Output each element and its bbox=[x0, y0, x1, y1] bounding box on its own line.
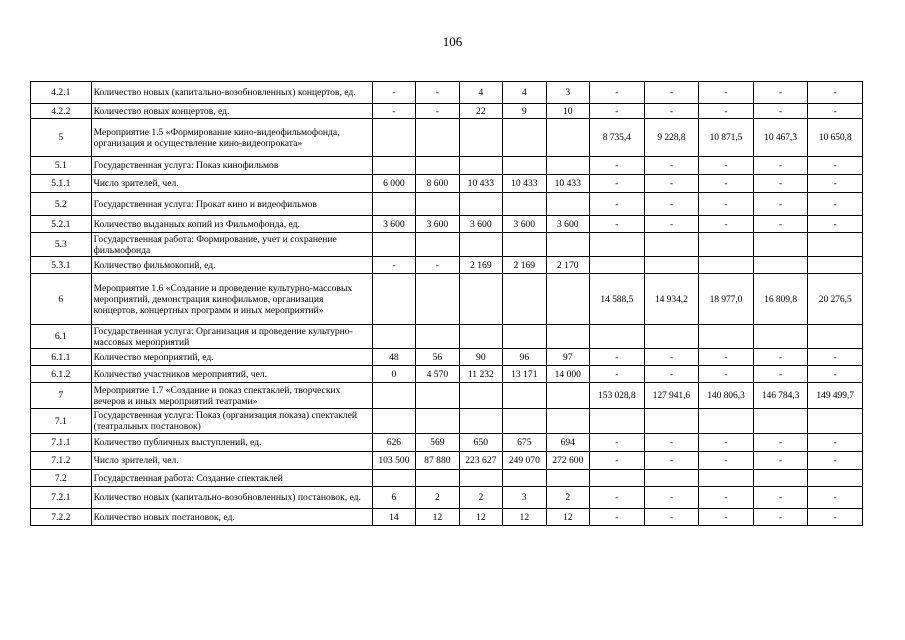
indicator-value-2: 3 600 bbox=[416, 216, 459, 233]
funding-value-6: - bbox=[590, 487, 645, 509]
indicator-value-3: 4 bbox=[459, 82, 502, 104]
indicator-value-1 bbox=[372, 325, 415, 349]
funding-value-8: - bbox=[699, 104, 754, 119]
funding-value-7: - bbox=[644, 349, 699, 366]
row-code: 7 bbox=[31, 383, 92, 409]
funding-value-9: - bbox=[753, 175, 808, 193]
funding-value-9: - bbox=[753, 104, 808, 119]
indicator-value-1: - bbox=[372, 257, 415, 274]
funding-value-7 bbox=[644, 470, 699, 487]
funding-value-8: - bbox=[699, 487, 754, 509]
table-row bbox=[31, 366, 863, 383]
row-name: Государственная услуга: Организация и проведение культурно-массовых мероприятий bbox=[91, 325, 372, 349]
indicator-value-4: 13 171 bbox=[503, 366, 546, 383]
indicator-value-2 bbox=[416, 274, 459, 325]
indicator-value-1: 3 600 bbox=[372, 216, 415, 233]
indicator-value-4: 675 bbox=[503, 434, 546, 452]
indicator-value-4: 249 070 bbox=[503, 452, 546, 470]
page-number: 106 bbox=[442, 34, 463, 49]
indicator-value-1 bbox=[372, 409, 415, 434]
indicator-value-1: - bbox=[372, 82, 415, 104]
indicator-value-3: 90 bbox=[459, 349, 502, 366]
funding-value-8: - bbox=[699, 216, 754, 233]
indicator-value-2: 2 bbox=[416, 487, 459, 509]
funding-value-10: - bbox=[808, 452, 863, 470]
indicator-value-1 bbox=[372, 383, 415, 409]
row-name: Число зрителей, чел. bbox=[91, 175, 372, 193]
indicator-value-2: 12 bbox=[416, 509, 459, 526]
table-row bbox=[31, 257, 863, 274]
funding-value-7: - bbox=[644, 216, 699, 233]
funding-value-10 bbox=[808, 257, 863, 274]
funding-value-10: - bbox=[808, 193, 863, 216]
indicator-value-1 bbox=[372, 157, 415, 175]
funding-value-10: 20 276,5 bbox=[808, 274, 863, 325]
funding-value-8 bbox=[699, 325, 754, 349]
funding-value-6 bbox=[590, 470, 645, 487]
indicator-value-4: 12 bbox=[503, 509, 546, 526]
funding-value-7 bbox=[644, 233, 699, 257]
indicator-value-3: 22 bbox=[459, 104, 502, 119]
funding-value-6: - bbox=[590, 349, 645, 366]
indicator-value-2: - bbox=[416, 82, 459, 104]
funding-value-6: - bbox=[590, 366, 645, 383]
indicator-value-3: 12 bbox=[459, 509, 502, 526]
indicator-value-2: 8 600 bbox=[416, 175, 459, 193]
row-code: 6.1.1 bbox=[31, 349, 92, 366]
funding-value-9: - bbox=[753, 157, 808, 175]
funding-value-8: - bbox=[699, 82, 754, 104]
indicator-value-3: 223 627 bbox=[459, 452, 502, 470]
funding-value-6: - bbox=[590, 434, 645, 452]
indicator-value-1: - bbox=[372, 104, 415, 119]
table-row bbox=[31, 487, 863, 509]
indicator-value-2 bbox=[416, 157, 459, 175]
funding-value-9 bbox=[753, 409, 808, 434]
indicator-value-3 bbox=[459, 383, 502, 409]
funding-value-6: - bbox=[590, 216, 645, 233]
row-code: 7.2 bbox=[31, 470, 92, 487]
indicator-value-2 bbox=[416, 383, 459, 409]
funding-value-9: 146 784,3 bbox=[753, 383, 808, 409]
funding-value-9 bbox=[753, 325, 808, 349]
funding-value-9: - bbox=[753, 366, 808, 383]
funding-value-6: - bbox=[590, 509, 645, 526]
funding-value-6: - bbox=[590, 157, 645, 175]
funding-value-10: - bbox=[808, 434, 863, 452]
row-name: Государственная услуга: Показ кинофильмов bbox=[91, 157, 372, 175]
row-name: Государственная услуга: Показ (организация показа) спектаклей (театральных постановок) bbox=[91, 409, 372, 434]
funding-value-9: - bbox=[753, 216, 808, 233]
funding-value-8: 10 871,5 bbox=[699, 119, 754, 157]
indicator-value-2: 569 bbox=[416, 434, 459, 452]
row-code: 5 bbox=[31, 119, 92, 157]
indicator-value-3: 10 433 bbox=[459, 175, 502, 193]
indicator-value-3 bbox=[459, 119, 502, 157]
funding-value-7 bbox=[644, 409, 699, 434]
table-row bbox=[31, 274, 863, 325]
indicator-value-4 bbox=[503, 383, 546, 409]
indicator-value-5 bbox=[546, 325, 589, 349]
row-code: 7.1.2 bbox=[31, 452, 92, 470]
funding-value-8: - bbox=[699, 452, 754, 470]
row-code: 5.3.1 bbox=[31, 257, 92, 274]
row-name: Количество новых (капитально-возобновленных) концертов, ед. bbox=[91, 82, 372, 104]
row-code: 5.3 bbox=[31, 233, 92, 257]
indicator-value-5 bbox=[546, 409, 589, 434]
indicator-value-4: 96 bbox=[503, 349, 546, 366]
indicator-value-1: 6 bbox=[372, 487, 415, 509]
funding-value-10: - bbox=[808, 366, 863, 383]
funding-value-10: - bbox=[808, 487, 863, 509]
table-row bbox=[31, 157, 863, 175]
indicator-value-2 bbox=[416, 325, 459, 349]
indicator-value-3: 3 600 bbox=[459, 216, 502, 233]
funding-value-9: - bbox=[753, 349, 808, 366]
indicator-value-2 bbox=[416, 119, 459, 157]
indicator-value-4: 9 bbox=[503, 104, 546, 119]
indicator-value-5 bbox=[546, 470, 589, 487]
indicator-value-1 bbox=[372, 274, 415, 325]
indicator-value-3 bbox=[459, 233, 502, 257]
funding-value-10 bbox=[808, 325, 863, 349]
indicator-value-2: 87 880 bbox=[416, 452, 459, 470]
funding-value-6: 153 028,8 bbox=[590, 383, 645, 409]
indicator-value-4 bbox=[503, 119, 546, 157]
table-row bbox=[31, 193, 863, 216]
indicator-value-5: 694 bbox=[546, 434, 589, 452]
row-name: Количество новых (капитально-возобновленных) постановок, ед. bbox=[91, 487, 372, 509]
row-name: Мероприятие 1.6 «Создание и проведение культурно-массовых мероприятий, демонстрация кинофильмов, организация концертов, концертных программ и иных мероприятий» bbox=[91, 274, 372, 325]
indicator-value-4: 10 433 bbox=[503, 175, 546, 193]
funding-value-6 bbox=[590, 409, 645, 434]
indicator-value-5: 2 bbox=[546, 487, 589, 509]
table-row bbox=[31, 175, 863, 193]
funding-value-8 bbox=[699, 409, 754, 434]
funding-value-7: - bbox=[644, 487, 699, 509]
funding-value-8: - bbox=[699, 366, 754, 383]
indicator-value-4: 2 169 bbox=[503, 257, 546, 274]
funding-value-7 bbox=[644, 325, 699, 349]
indicator-value-3: 11 232 bbox=[459, 366, 502, 383]
indicator-value-3 bbox=[459, 157, 502, 175]
table-row bbox=[31, 434, 863, 452]
funding-value-10: 10 650,8 bbox=[808, 119, 863, 157]
funding-value-10: - bbox=[808, 82, 863, 104]
indicator-value-2 bbox=[416, 233, 459, 257]
indicator-value-5 bbox=[546, 233, 589, 257]
funding-value-8: 18 977,0 bbox=[699, 274, 754, 325]
indicator-value-5: 2 170 bbox=[546, 257, 589, 274]
table-row bbox=[31, 119, 863, 157]
indicator-value-5: 10 433 bbox=[546, 175, 589, 193]
row-code: 6 bbox=[31, 274, 92, 325]
funding-value-9 bbox=[753, 233, 808, 257]
funding-value-6 bbox=[590, 257, 645, 274]
indicator-value-2 bbox=[416, 409, 459, 434]
indicator-value-3 bbox=[459, 409, 502, 434]
indicator-value-3 bbox=[459, 470, 502, 487]
indicator-value-5 bbox=[546, 383, 589, 409]
funding-value-6: 14 588,5 bbox=[590, 274, 645, 325]
funding-value-9: 10 467,3 bbox=[753, 119, 808, 157]
funding-value-9: - bbox=[753, 82, 808, 104]
funding-value-6: - bbox=[590, 193, 645, 216]
indicator-value-4 bbox=[503, 274, 546, 325]
funding-value-10: - bbox=[808, 509, 863, 526]
funding-value-6: - bbox=[590, 452, 645, 470]
row-name: Мероприятие 1.5 «Формирование кино-видеофильмофонда, организация и осуществление кино-видеопроката» bbox=[91, 119, 372, 157]
row-code: 5.2.1 bbox=[31, 216, 92, 233]
row-name: Количество новых концертов, ед. bbox=[91, 104, 372, 119]
table-row bbox=[31, 82, 863, 104]
indicator-value-2: 4 570 bbox=[416, 366, 459, 383]
indicator-value-2: - bbox=[416, 257, 459, 274]
row-code: 5.1.1 bbox=[31, 175, 92, 193]
indicator-value-4 bbox=[503, 409, 546, 434]
table-row bbox=[31, 383, 863, 409]
funding-value-9: - bbox=[753, 434, 808, 452]
indicator-value-4 bbox=[503, 157, 546, 175]
table-row bbox=[31, 233, 863, 257]
indicator-value-1: 14 bbox=[372, 509, 415, 526]
indicator-value-2: - bbox=[416, 104, 459, 119]
indicator-value-4: 3 bbox=[503, 487, 546, 509]
row-code: 6.1 bbox=[31, 325, 92, 349]
funding-value-10 bbox=[808, 409, 863, 434]
indicator-value-1: 626 bbox=[372, 434, 415, 452]
funding-value-6: - bbox=[590, 82, 645, 104]
indicator-value-1: 103 500 bbox=[372, 452, 415, 470]
funding-value-7: - bbox=[644, 104, 699, 119]
table-row bbox=[31, 104, 863, 119]
funding-value-6 bbox=[590, 325, 645, 349]
funding-value-10: - bbox=[808, 349, 863, 366]
table-row bbox=[31, 325, 863, 349]
funding-value-10: - bbox=[808, 175, 863, 193]
indicator-value-3: 650 bbox=[459, 434, 502, 452]
indicator-value-3: 2 169 bbox=[459, 257, 502, 274]
funding-value-8: - bbox=[699, 175, 754, 193]
table-row bbox=[31, 349, 863, 366]
row-name: Количество участников мероприятий, чел. bbox=[91, 366, 372, 383]
funding-value-9: - bbox=[753, 509, 808, 526]
indicator-value-3 bbox=[459, 325, 502, 349]
funding-value-6: - bbox=[590, 175, 645, 193]
funding-value-7: - bbox=[644, 193, 699, 216]
row-code: 4.2.2 bbox=[31, 104, 92, 119]
row-code: 5.1 bbox=[31, 157, 92, 175]
indicator-value-4 bbox=[503, 470, 546, 487]
row-name: Число зрителей, чел. bbox=[91, 452, 372, 470]
funding-value-8 bbox=[699, 257, 754, 274]
funding-value-8: - bbox=[699, 509, 754, 526]
funding-value-8: - bbox=[699, 349, 754, 366]
funding-value-9 bbox=[753, 470, 808, 487]
funding-value-7: - bbox=[644, 509, 699, 526]
funding-value-8: - bbox=[699, 157, 754, 175]
indicator-value-3 bbox=[459, 274, 502, 325]
table-row bbox=[31, 452, 863, 470]
funding-value-8 bbox=[699, 233, 754, 257]
row-code: 7.2.1 bbox=[31, 487, 92, 509]
row-code: 4.2.1 bbox=[31, 82, 92, 104]
indicator-value-1: 0 bbox=[372, 366, 415, 383]
funding-value-7: - bbox=[644, 157, 699, 175]
indicator-value-4: 4 bbox=[503, 82, 546, 104]
row-name: Мероприятие 1.7 «Создание и показ спектаклей, творческих вечеров и иных мероприятий театрами» bbox=[91, 383, 372, 409]
indicator-value-4: 3 600 bbox=[503, 216, 546, 233]
table-row bbox=[31, 470, 863, 487]
funding-value-6 bbox=[590, 233, 645, 257]
row-code: 7.1 bbox=[31, 409, 92, 434]
funding-value-8 bbox=[699, 470, 754, 487]
row-name: Количество публичных выступлений, ед. bbox=[91, 434, 372, 452]
indicator-value-4 bbox=[503, 193, 546, 216]
funding-value-9: - bbox=[753, 487, 808, 509]
table-row bbox=[31, 509, 863, 526]
funding-value-7: - bbox=[644, 452, 699, 470]
row-name: Количество фильмокопий, ед. bbox=[91, 257, 372, 274]
table-body bbox=[31, 82, 863, 526]
indicator-value-2 bbox=[416, 193, 459, 216]
indicators-table bbox=[30, 81, 863, 526]
row-name: Государственная работа: Создание спектаклей bbox=[91, 470, 372, 487]
row-code: 6.1.2 bbox=[31, 366, 92, 383]
indicator-value-2: 56 bbox=[416, 349, 459, 366]
funding-value-9 bbox=[753, 257, 808, 274]
funding-value-7: - bbox=[644, 366, 699, 383]
funding-value-10: 149 499,7 bbox=[808, 383, 863, 409]
table-row bbox=[31, 216, 863, 233]
funding-value-6: 8 735,4 bbox=[590, 119, 645, 157]
row-name: Количество выданных копий из Фильмофонда, ед. bbox=[91, 216, 372, 233]
funding-value-10 bbox=[808, 470, 863, 487]
funding-value-7: - bbox=[644, 175, 699, 193]
indicator-value-5: 97 bbox=[546, 349, 589, 366]
row-name: Количество мероприятий, ед. bbox=[91, 349, 372, 366]
indicator-value-4 bbox=[503, 325, 546, 349]
indicator-value-4 bbox=[503, 233, 546, 257]
row-code: 5.2 bbox=[31, 193, 92, 216]
indicator-value-5: 3 bbox=[546, 82, 589, 104]
funding-value-7: - bbox=[644, 82, 699, 104]
indicator-value-1 bbox=[372, 233, 415, 257]
indicator-value-1: 48 bbox=[372, 349, 415, 366]
funding-value-8: 140 806,3 bbox=[699, 383, 754, 409]
row-name: Государственная услуга: Прокат кино и видеофильмов bbox=[91, 193, 372, 216]
funding-value-10 bbox=[808, 233, 863, 257]
funding-value-10: - bbox=[808, 104, 863, 119]
table-row bbox=[31, 409, 863, 434]
row-code: 7.1.1 bbox=[31, 434, 92, 452]
indicator-value-5 bbox=[546, 119, 589, 157]
funding-value-8: - bbox=[699, 434, 754, 452]
row-name: Государственная работа: Формирование, учет и сохранение фильмофонда bbox=[91, 233, 372, 257]
indicator-value-5: 12 bbox=[546, 509, 589, 526]
row-name: Количество новых постановок, ед. bbox=[91, 509, 372, 526]
funding-value-6: - bbox=[590, 104, 645, 119]
row-code: 7.2.2 bbox=[31, 509, 92, 526]
indicator-value-3 bbox=[459, 193, 502, 216]
indicator-value-5 bbox=[546, 274, 589, 325]
indicator-value-5 bbox=[546, 193, 589, 216]
indicator-value-5: 3 600 bbox=[546, 216, 589, 233]
funding-value-7: 127 941,6 bbox=[644, 383, 699, 409]
indicator-value-1 bbox=[372, 193, 415, 216]
indicator-value-5: 14 000 bbox=[546, 366, 589, 383]
indicator-value-2 bbox=[416, 470, 459, 487]
funding-value-7: 9 228,8 bbox=[644, 119, 699, 157]
funding-value-9: - bbox=[753, 193, 808, 216]
indicator-value-5: 272 600 bbox=[546, 452, 589, 470]
funding-value-10: - bbox=[808, 216, 863, 233]
funding-value-7: - bbox=[644, 434, 699, 452]
funding-value-7 bbox=[644, 257, 699, 274]
indicator-value-3: 2 bbox=[459, 487, 502, 509]
funding-value-10: - bbox=[808, 157, 863, 175]
indicator-value-5 bbox=[546, 157, 589, 175]
funding-value-9: - bbox=[753, 452, 808, 470]
indicator-value-5: 10 bbox=[546, 104, 589, 119]
funding-value-8: - bbox=[699, 193, 754, 216]
funding-value-7: 14 934,2 bbox=[644, 274, 699, 325]
funding-value-9: 16 809,8 bbox=[753, 274, 808, 325]
indicator-value-1: 6 000 bbox=[372, 175, 415, 193]
indicator-value-1 bbox=[372, 119, 415, 157]
indicator-value-1 bbox=[372, 470, 415, 487]
